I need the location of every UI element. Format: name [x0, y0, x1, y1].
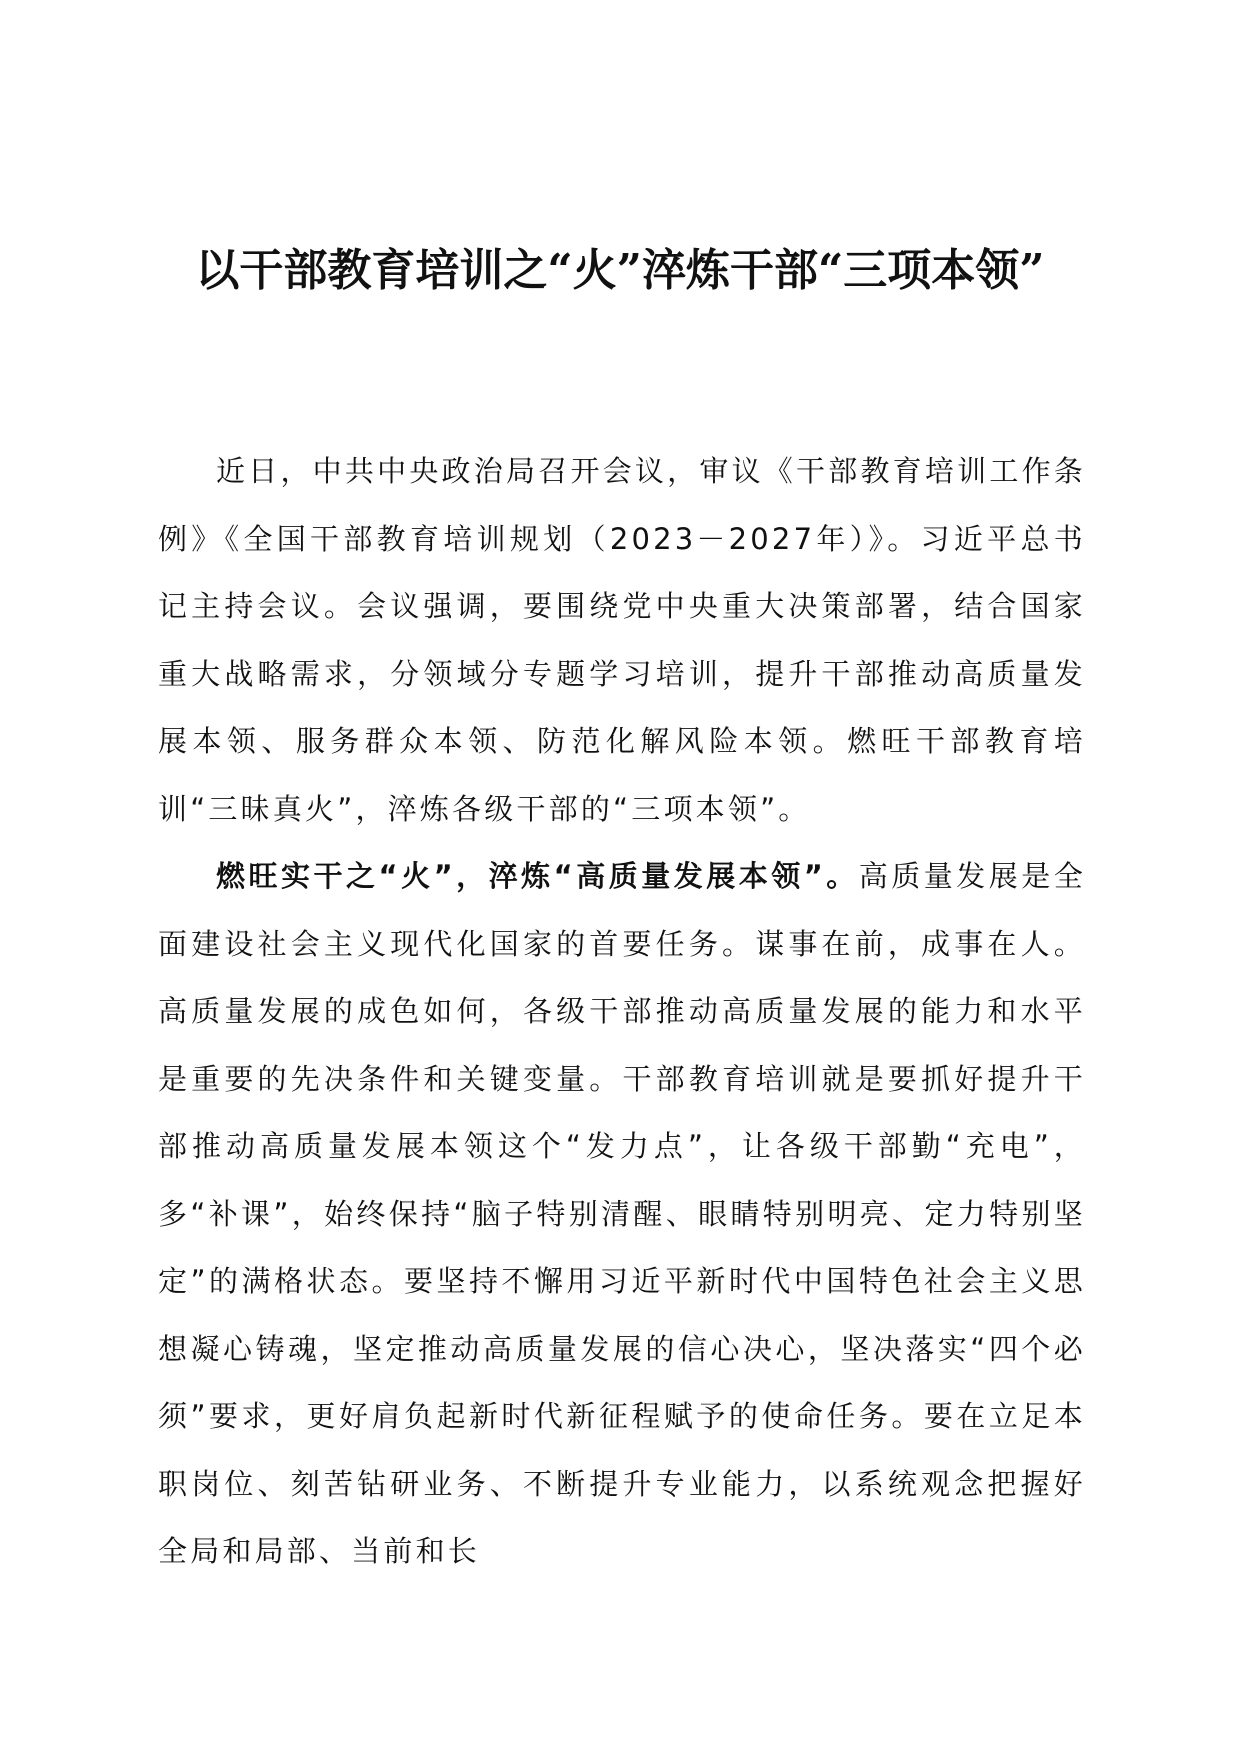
article-body	[158, 438, 1086, 1586]
paragraph-2-lead: 燃旺实干之“火”，淬炼“高质量发展本领”。	[216, 859, 859, 893]
page-title: 以干部教育培训之“火”淬炼干部“三项本领”	[195, 245, 1045, 296]
paragraph-2-text: 高质量发展是全面建设社会主义现代化国家的首要任务。谋事在前，成事在人。高质量发展的成色如何，各级干部推动高质量发展的能力和水平是重要的先决条件和关键变量。干部教育培训就是要抓好提升干部推动高质量发展本领这个“发力点”，让各级干部勤“充电”，多“补课”，始终保持“脑子特别清醒、眼睛特别明亮、定力特别坚定”的满格状态。要坚持不懈用习近平新时代中国特色社会主义思想凝心铸魂，坚定推动高质量发展的信心决心，坚决落实“四个必须”要求，更好肩负起新时代新征程赋予的使命任务。要在立足本职岗位、刻苦钻研业务、不断提升专业能力，以系统观念把握好全局和局部、当前和长	[158, 859, 1086, 1568]
paragraph-1	[158, 438, 1086, 843]
paragraph-2	[158, 843, 1086, 1586]
paragraph-1-text: 近日，中共中央政治局召开会议，审议《干部教育培训工作条例》《全国干部教育培训规划（2023－2027年）》。习近平总书记主持会议。会议强调，要围绕党中央重大决策部署，结合国家重大战略需求，分领域分专题学习培训，提升干部推动高质量发展本领、服务群众本领、防范化解风险本领。燃旺干部教育培训“三昧真火”，淬炼各级干部的“三项本领”。	[158, 454, 1086, 826]
